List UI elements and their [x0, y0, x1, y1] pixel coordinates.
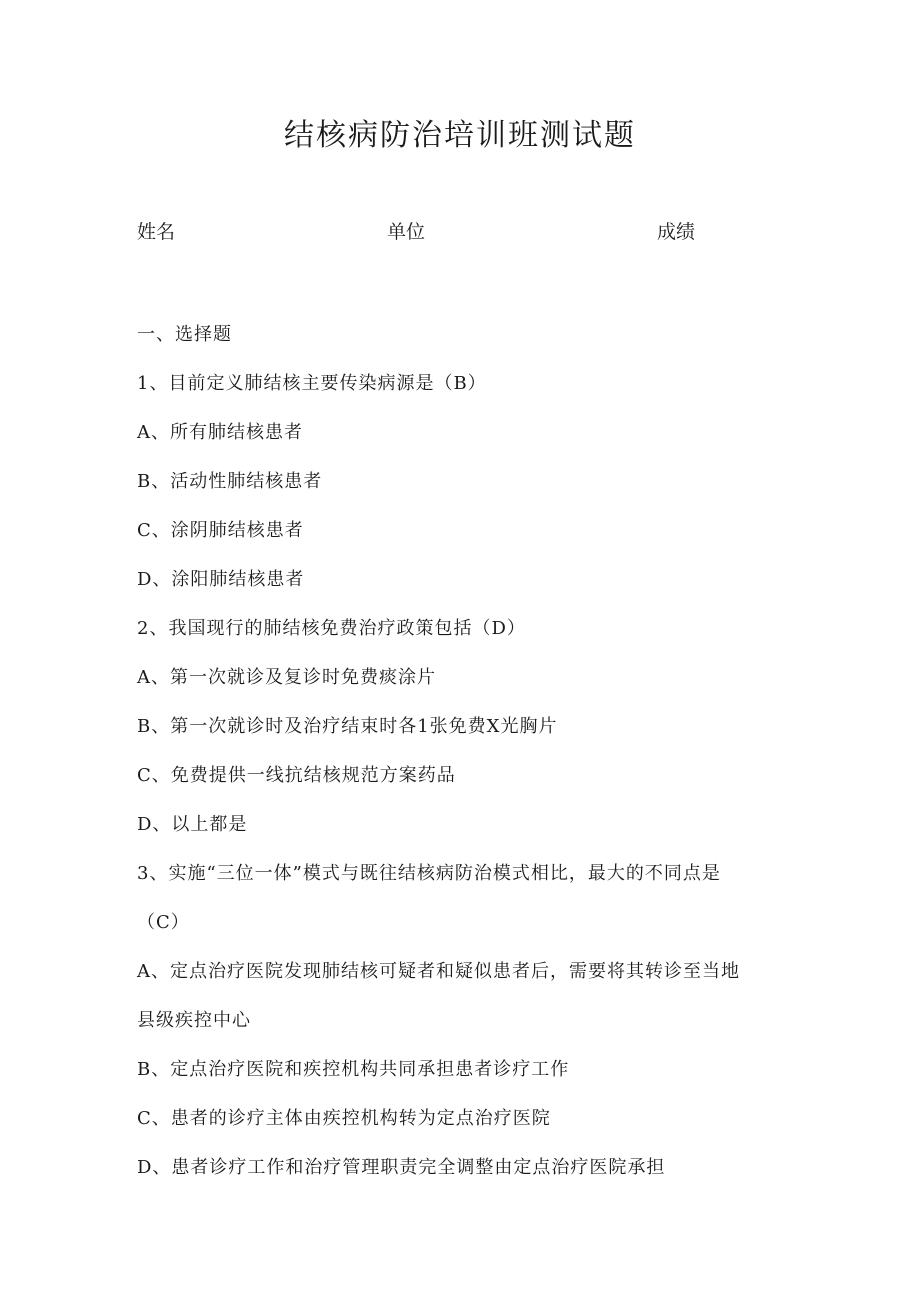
- page-title: 结核病防治培训班测试题: [284, 118, 636, 153]
- question-content: [137, 310, 797, 1192]
- q1-option-b: B、活动性肺结核患者: [137, 471, 323, 492]
- q2-option-b: B、第一次就诊时及治疗结束时各1张免费X光胸片: [137, 716, 558, 737]
- q3-option-c: C、患者的诊疗主体由疾控机构转为定点治疗医院: [137, 1108, 551, 1129]
- name-label: 姓名: [137, 221, 176, 243]
- q2-option-d: D、以上都是: [137, 814, 248, 835]
- question-2: 2、我国现行的肺结核免费治疗政策包括（D）: [137, 618, 526, 639]
- score-label: 成绩: [657, 221, 696, 243]
- q3-option-a: A、定点治疗医院发现肺结核可疑者和疑似患者后，需要将其转诊至当地: [137, 961, 740, 982]
- q3-option-b: B、定点治疗医院和疾控机构共同承担患者诊疗工作: [137, 1059, 570, 1080]
- question-3: 3、实施“三位一体”模式与既往结核病防治模式相比，最大的不同点是: [137, 863, 721, 884]
- q1-option-a: A、所有肺结核患者: [137, 422, 303, 443]
- question-1: 1、目前定义肺结核主要传染病源是（B）: [137, 373, 487, 394]
- q3-option-a-cont: 县级疾控中心: [137, 1010, 251, 1031]
- q2-option-a: A、第一次就诊及复诊时免费痰涂片: [137, 667, 436, 688]
- q1-option-c: C、涂阴肺结核患者: [137, 520, 304, 541]
- info-row: [0, 217, 920, 247]
- q3-option-d: D、患者诊疗工作和治疗管理职责完全调整由定点治疗医院承担: [137, 1157, 666, 1178]
- question-3-answer: （C）: [137, 912, 190, 933]
- q1-option-d: D、涂阳肺结核患者: [137, 569, 305, 590]
- q2-option-c: C、免费提供一线抗结核规范方案药品: [137, 765, 456, 786]
- section-heading: 一、选择题: [137, 324, 232, 345]
- unit-label: 单位: [387, 221, 426, 243]
